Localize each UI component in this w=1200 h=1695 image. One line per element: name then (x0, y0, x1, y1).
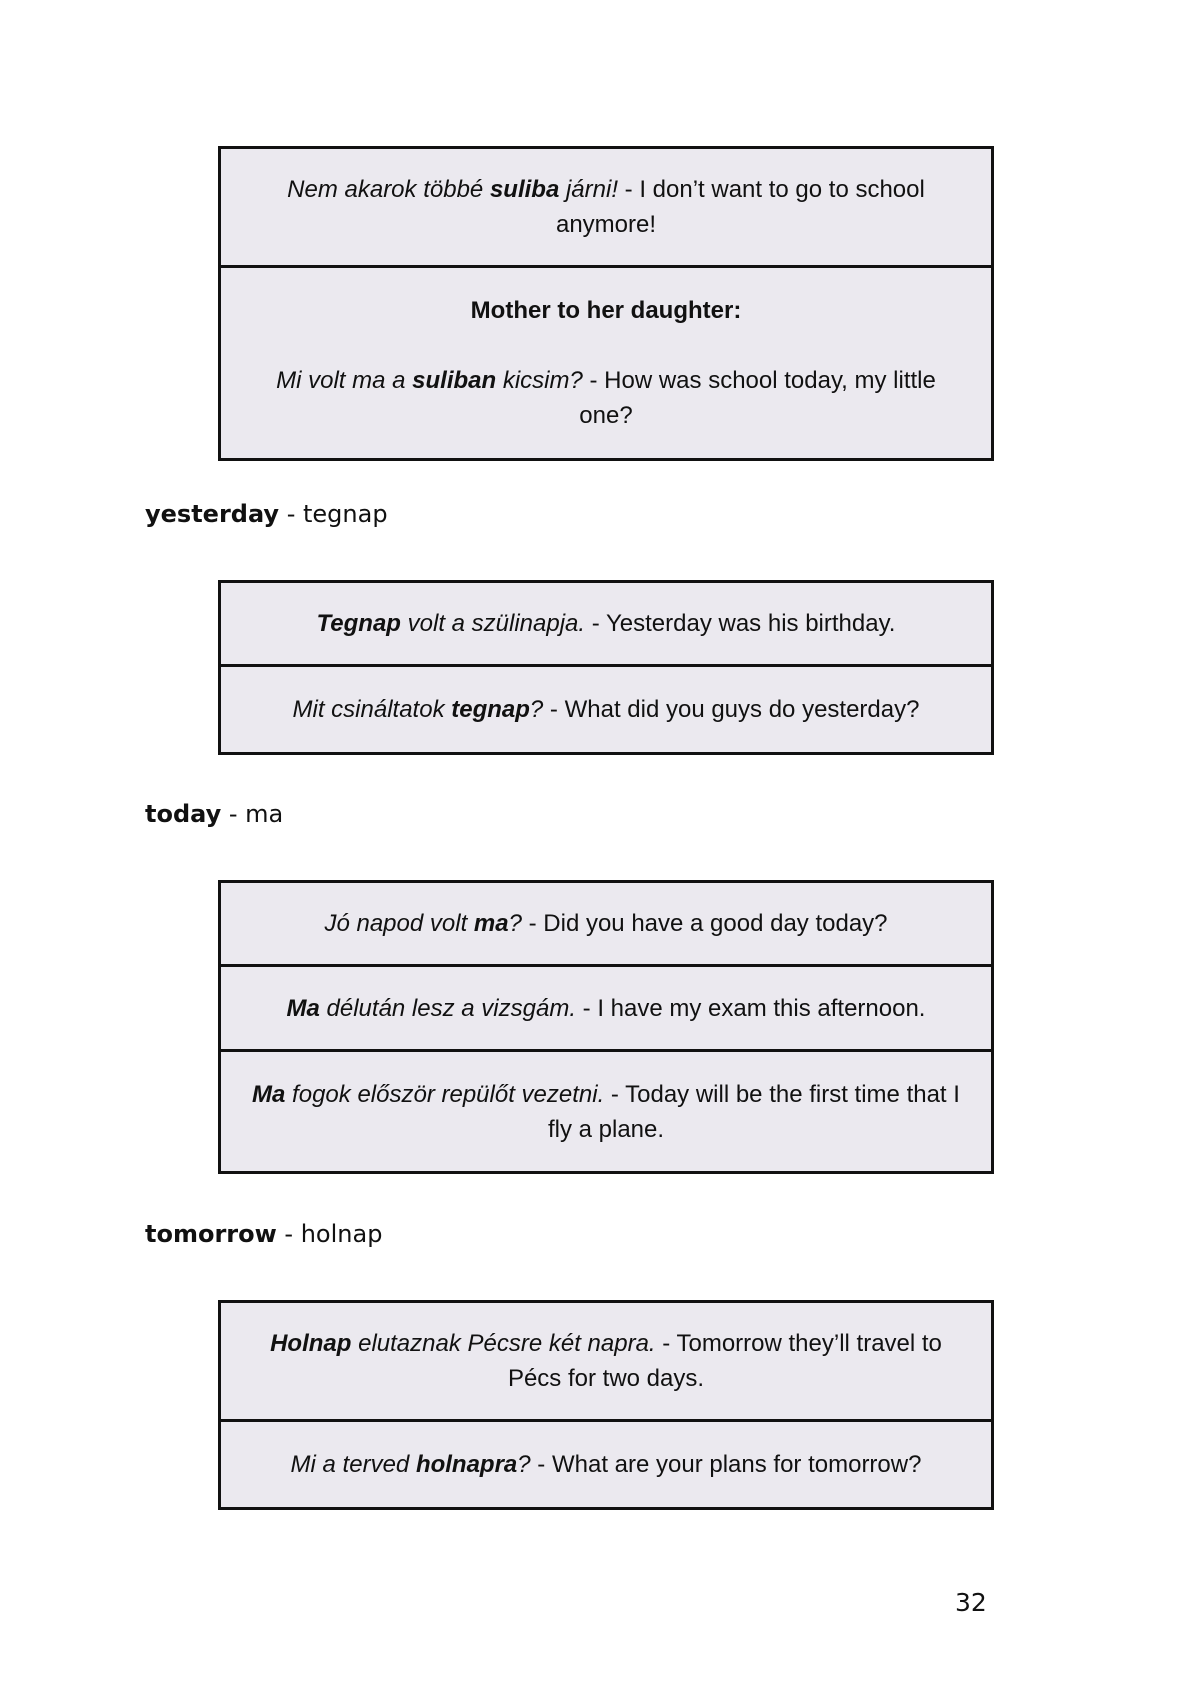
example-sentence (317, 606, 896, 641)
english-translation: - Did you have a good day today? (521, 910, 888, 937)
example-sentence (247, 1326, 965, 1396)
example-row (221, 667, 991, 752)
keyword: suliba (489, 176, 560, 203)
hungarian-sentence: Jó napod volt ma? (324, 910, 522, 937)
keyword: Tegnap (316, 610, 401, 637)
example-sentence (247, 172, 965, 242)
keyword: suliban (412, 367, 497, 394)
vocab-hungarian: holnap (300, 1220, 383, 1248)
example-row (221, 967, 991, 1052)
example-row (221, 1422, 991, 1507)
example-table-tomorrow (218, 1300, 994, 1510)
english-translation: - I have my exam this afternoon. (575, 994, 926, 1022)
hungarian-sentence: Mi a terved holnapra? (290, 1451, 531, 1478)
keyword: ma (473, 910, 509, 937)
example-row (221, 149, 991, 268)
vocab-hungarian: ma (245, 800, 284, 828)
english-translation: - I don’t want to go to school anymore! (555, 176, 925, 238)
keyword: tegnap (451, 696, 530, 723)
example-sentence (247, 1077, 965, 1147)
hungarian-sentence: Tegnap volt a szülinapja. (316, 610, 586, 637)
english-translation: - How was school today, my little one? (579, 367, 936, 429)
keyword: holnapra (415, 1451, 518, 1478)
english-translation: - What did you guys do yesterday? (543, 696, 920, 723)
example-sentence (247, 363, 965, 433)
hungarian-sentence: Holnap elutaznak Pécsre két napra. (270, 1330, 656, 1357)
vocab-hungarian: tegnap (303, 500, 388, 528)
vocab-entry-tomorrow: tomorrow - holnap (145, 1220, 383, 1248)
example-row (221, 1052, 991, 1171)
english-translation: - Tomorrow they’ll travel to Pécs for two days. (507, 1330, 942, 1392)
example-table-school (218, 146, 994, 461)
example-sentence (287, 991, 926, 1026)
vocab-english: today (145, 800, 222, 828)
hungarian-sentence: Mi volt ma a suliban kicsim? (276, 367, 583, 394)
example-row (221, 883, 991, 967)
hungarian-sentence: Ma délután lesz a vizsgám. (286, 994, 576, 1022)
example-row (221, 1303, 991, 1422)
example-sentence (324, 906, 887, 941)
vocab-entry-today: today - ma (145, 800, 284, 828)
example-table-today (218, 880, 994, 1174)
hungarian-sentence: Ma fogok először repülőt vezetni. (252, 1080, 605, 1108)
example-row (221, 583, 991, 667)
example-heading: Mother to her daughter: (470, 297, 742, 324)
keyword: Ma (286, 994, 320, 1022)
example-sentence (293, 692, 920, 727)
english-translation: - Today will be the first time that I fly a plane. (547, 1080, 960, 1143)
english-translation: - Yesterday was his birthday. (585, 610, 896, 637)
english-translation: - What are your plans for tomorrow? (530, 1451, 922, 1478)
keyword: Holnap (270, 1330, 352, 1357)
hungarian-sentence: Mit csináltatok tegnap? (292, 696, 544, 723)
vocab-english: yesterday (145, 500, 280, 528)
example-table-yesterday (218, 580, 994, 755)
vocab-entry-yesterday: yesterday - tegnap (145, 500, 388, 528)
keyword: Ma (252, 1080, 286, 1108)
hungarian-sentence: Nem akarok többé suliba járni! (287, 176, 618, 203)
example-row (221, 268, 991, 458)
page-number: 32 (955, 1588, 987, 1617)
example-sentence (291, 1447, 922, 1482)
vocab-english: tomorrow (145, 1220, 277, 1248)
